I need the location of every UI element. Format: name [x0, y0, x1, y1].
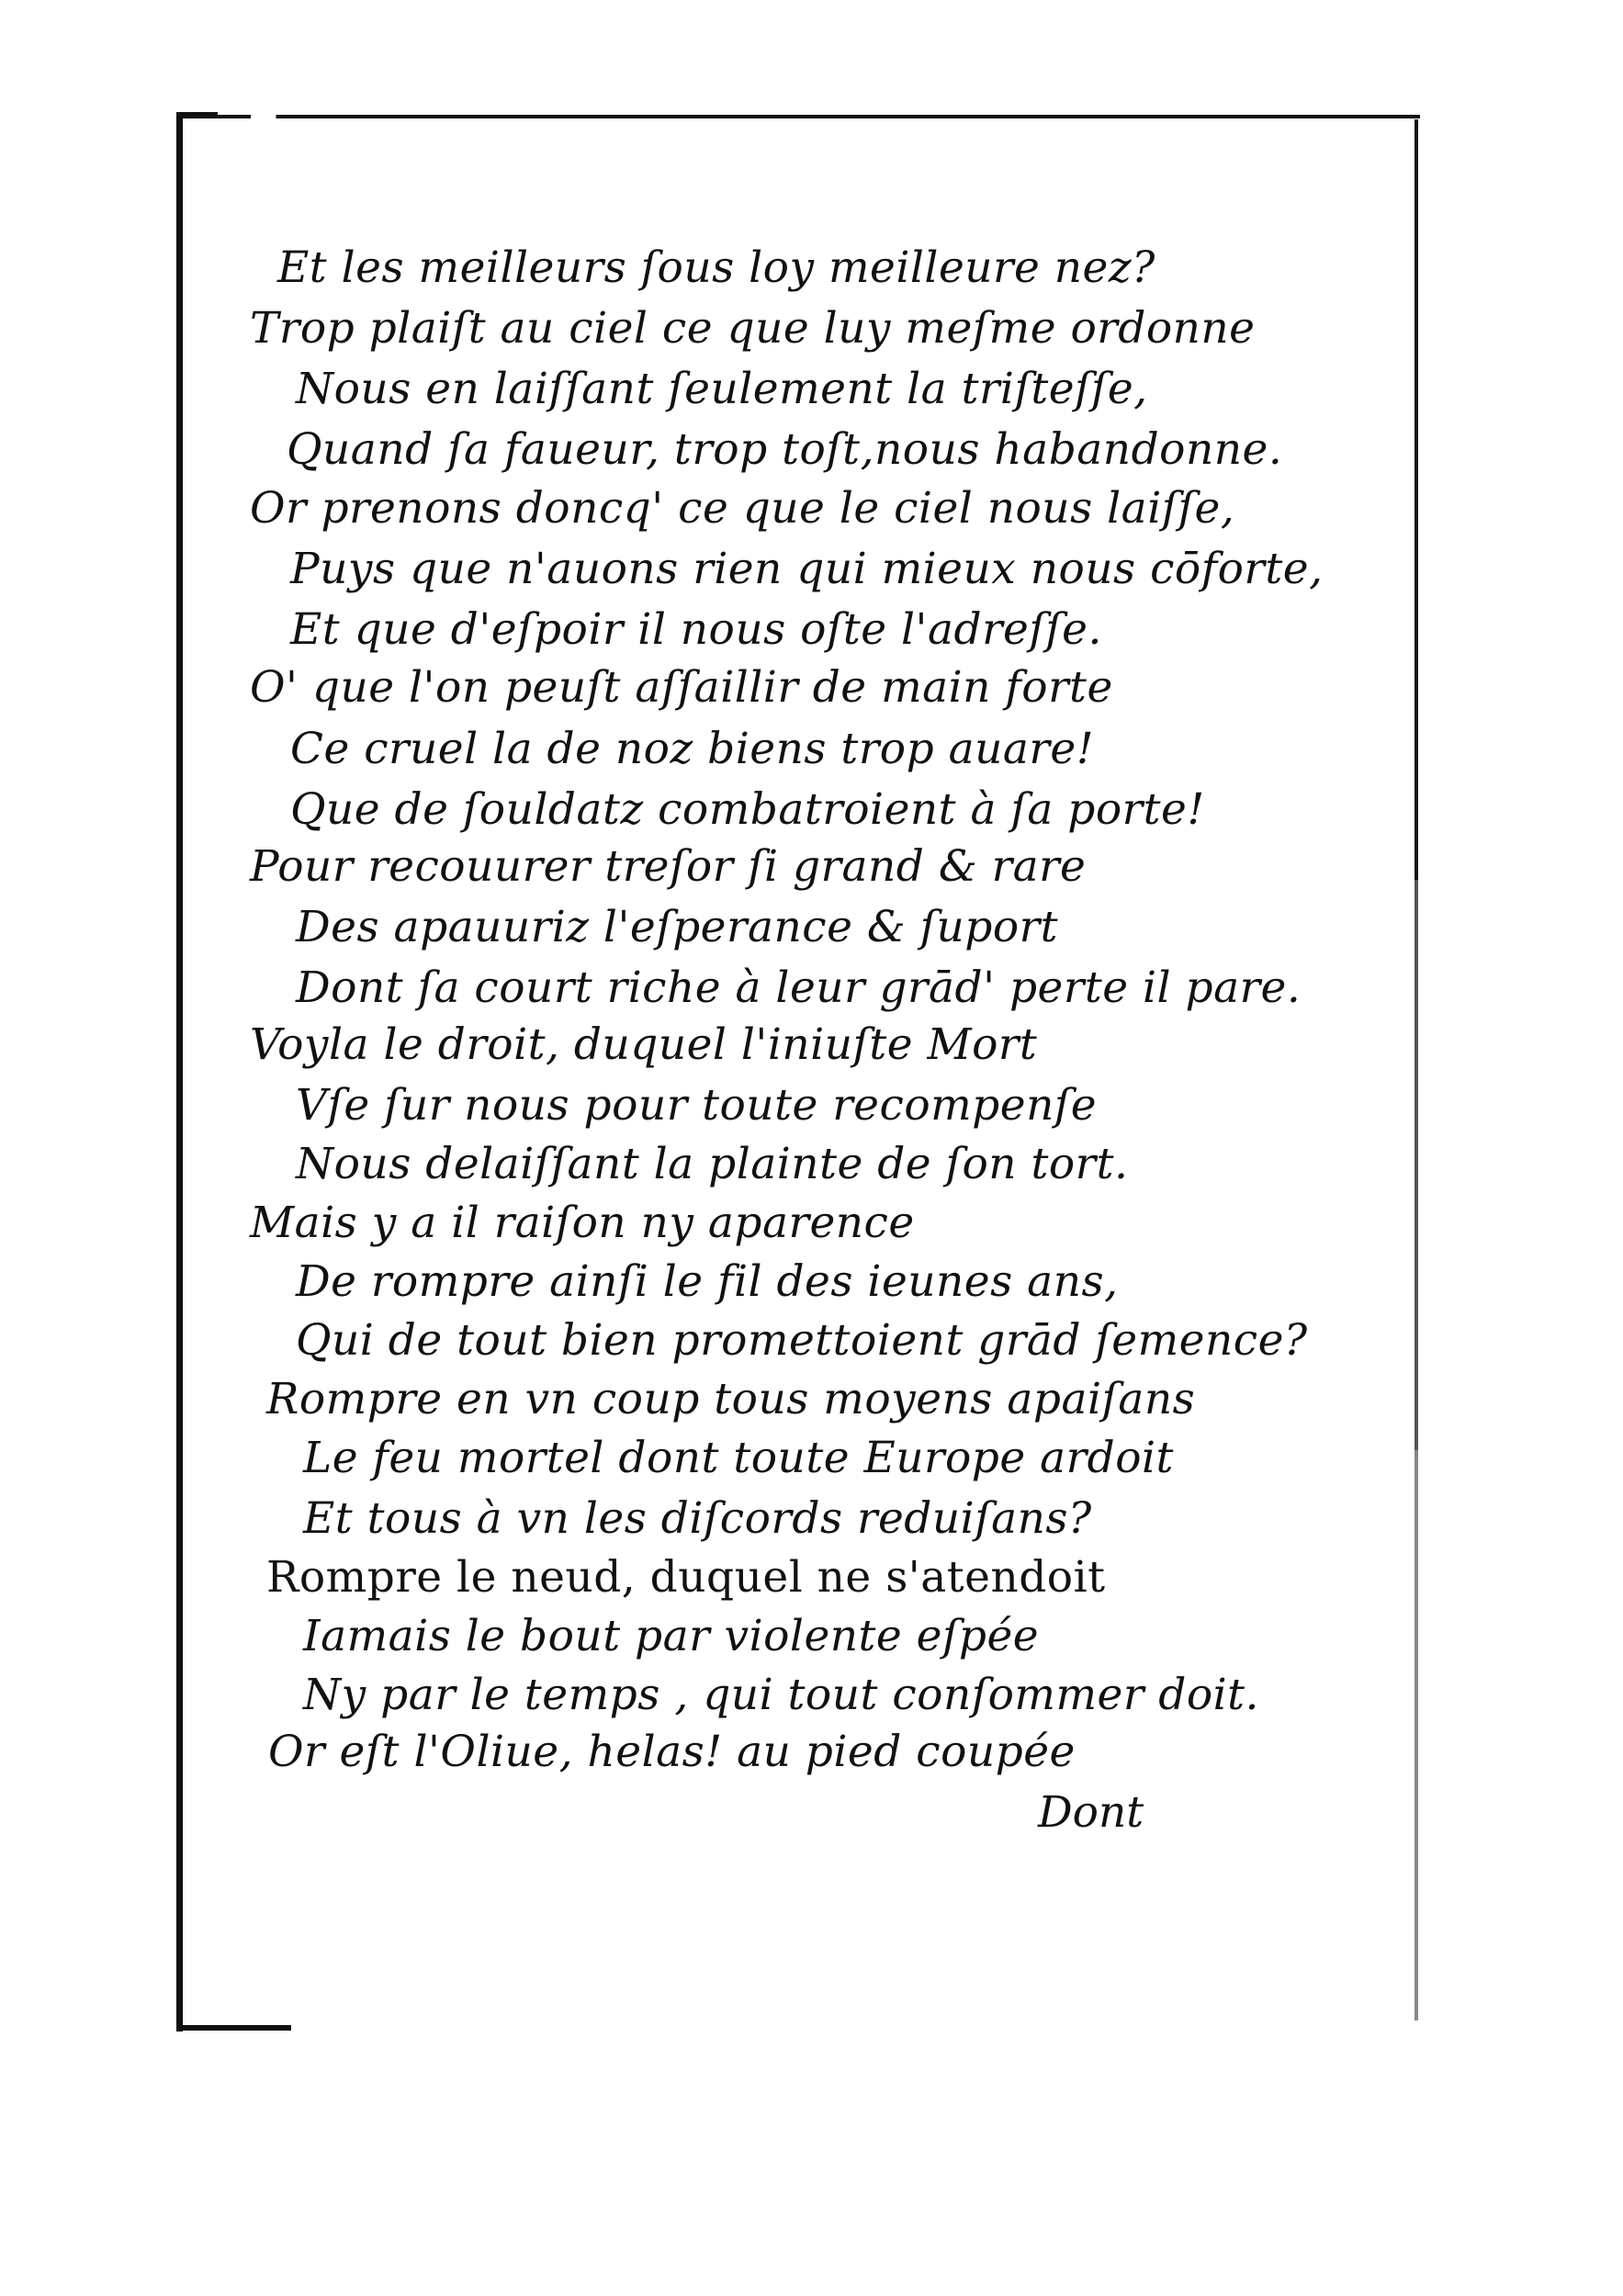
verse-line: Le feu mortel dont toute Europe ardoit — [303, 1433, 1174, 1483]
verse-line: De rompre ainſi le fil des ieunes ans, — [296, 1256, 1119, 1307]
verse-line: Mais y a il raiſon ny aparence — [250, 1198, 915, 1248]
verse-line: Ce cruel la de noz biens trop auare! — [290, 724, 1095, 774]
verse-line: Ny par le temps , qui tout conſommer doit. — [303, 1670, 1260, 1720]
verse-line: Quand ſa faueur, trop toſt,nous habandonne. — [287, 424, 1283, 475]
page-frame-top — [176, 115, 1420, 118]
verse-line: Trop plaiſt au ciel ce que luy meſme ordonne — [250, 303, 1256, 354]
verse-line: Or eſt l'Oliue, helas! au pied coupée — [268, 1727, 1076, 1777]
verse-line: Nous en laiſſant ſeulement la triſteſſe, — [296, 364, 1148, 414]
page-frame-bottom — [176, 2025, 291, 2031]
verse-line: Voyla le droit, duquel l'iniuſte Mort — [250, 1019, 1038, 1070]
verse-line: Rompre en vn coup tous moyens apaiſans — [266, 1374, 1196, 1424]
verse-line: Et tous à vn les diſcords reduiſans? — [303, 1493, 1092, 1544]
verse-line: Nous delaiſſant la plainte de ſon tort. — [296, 1139, 1129, 1189]
page-frame-right — [1414, 119, 1418, 2020]
page-frame-left — [176, 112, 183, 2032]
verse-line: Et que d'eſpoir il nous oſte l'adreſſe. — [290, 604, 1102, 655]
verse-line: Dont ſa court riche à leur grād' perte il pare. — [296, 962, 1302, 1013]
verse-line: O' que l'on peuſt aſſaillir de main forte — [250, 662, 1113, 713]
verse-line: Vſe ſur nous pour toute recompenſe — [296, 1080, 1098, 1131]
verse-line: Iamais le bout par violente eſpée — [303, 1611, 1040, 1661]
verse-line: Pour recouurer treſor ſi grand & rare — [250, 841, 1087, 892]
verse-line: Or prenons doncq' ce que le ciel nous laiſſe, — [250, 483, 1235, 534]
verse-line: Et les meilleurs ſous loy meilleure nez? — [277, 242, 1155, 293]
verse-line: Qui de tout bien promettoient grād ſemence? — [296, 1315, 1308, 1366]
verse-line: Que de ſouldatz combatroient à ſa porte! — [290, 784, 1205, 835]
verse-line: Puys que n'auons rien qui mieux nous cōforte, — [290, 544, 1324, 594]
verse-line: Des apauuriz l'eſperance & ſuport — [296, 902, 1059, 952]
verse-line: Rompre le neud, duquel ne s'atendoit — [266, 1552, 1106, 1603]
catchword: Dont — [1038, 1787, 1144, 1838]
